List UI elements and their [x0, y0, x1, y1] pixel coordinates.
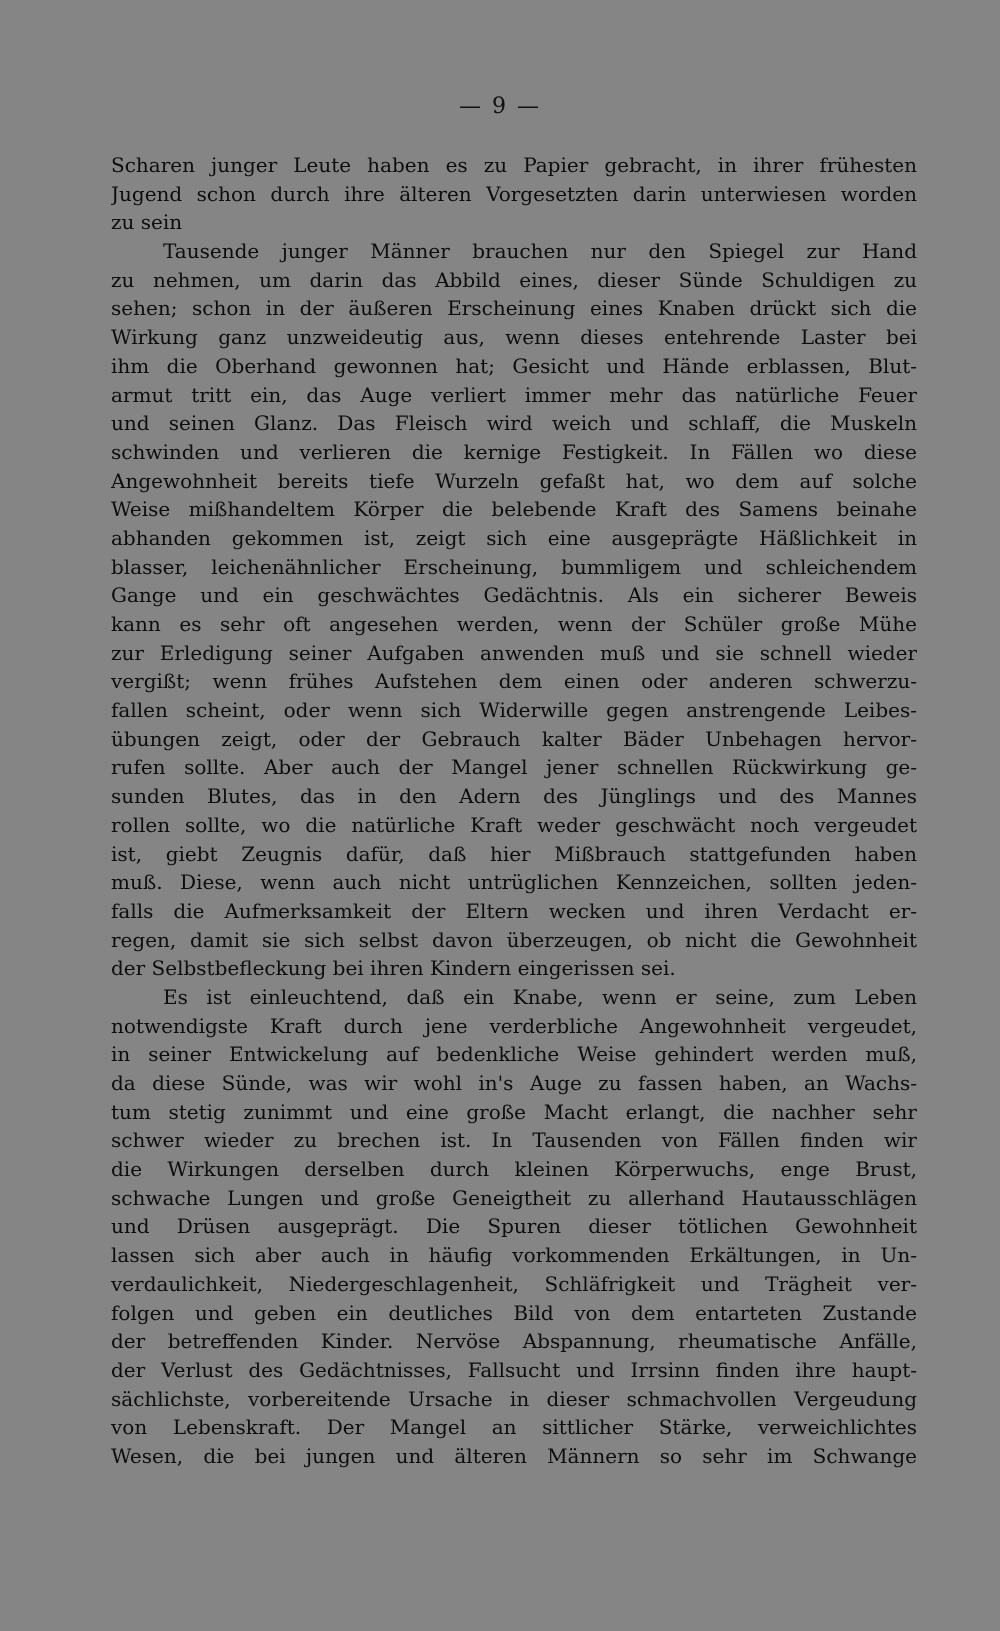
- text-line: kann es sehr oft angesehen werden, wenn der Schüler große Mühe: [111, 612, 917, 636]
- text-line: rollen sollte, wo die natürliche Kraft weder geschwächt noch vergeudet: [111, 812, 917, 837]
- text-line: notwendigste Kraft durch jene verderbliche Angewohnheit vergeudet,: [111, 1013, 917, 1038]
- text-line: abhanden gekommen ist, zeigt sich eine ausgeprägte Häßlichkeit in: [111, 525, 917, 550]
- text-line: von Lebenskraft. Der Mangel an sittlicher Stärke, verweichlichtes: [111, 1415, 917, 1440]
- text-line: und Drüsen ausgeprägt. Die Spuren dieser tötlichen Gewohnheit: [111, 1214, 917, 1239]
- text-line: Weise mißhandeltem Körper die belebende Kraft des Samens beinahe: [111, 497, 917, 522]
- text-line: der Selbstbefleckung bei ihren Kindern eingerissen sei.: [111, 956, 676, 981]
- text-line: folgen und geben ein deutliches Bild von dem entarteten Zustande: [111, 1300, 917, 1325]
- text-line: da diese Sünde, was wir wohl in's Auge zu fassen haben, an Wachs-: [111, 1071, 917, 1095]
- text-line: zu nehmen, um darin das Abbild eines, dieser Sünde Schuldigen zu: [111, 267, 917, 292]
- text-line: rufen sollte. Aber auch der Mangel jener schnellen Rückwirkung ge-: [111, 755, 917, 780]
- text-line: Wirkung ganz unzweideutig aus, wenn dieses entehrende Laster bei: [111, 325, 917, 350]
- text-line: Angewohnheit bereits tiefe Wurzeln gefaßt hat, wo dem auf solche: [111, 468, 917, 493]
- text-line: blasser, leichenähnlicher Erscheinung, bummligem und schleichendem: [111, 554, 917, 579]
- page-number: — 9 —: [459, 94, 541, 119]
- text-line: fallen scheint, oder wenn sich Widerwille gegen anstrengende Leibes-: [111, 698, 917, 723]
- text-line: schwache Lungen und große Geneigtheit zu allerhand Hautausschlägen: [111, 1185, 917, 1210]
- text-line: schwinden und verlieren die kernige Festigkeit. In Fällen wo diese: [111, 439, 917, 464]
- text-line: ist, giebt Zeugnis dafür, daß hier Mißbrauch stattgefunden haben: [111, 841, 917, 866]
- text-line: die Wirkungen derselben durch kleinen Körperwuchs, enge Brust,: [111, 1157, 917, 1182]
- text-line: armut tritt ein, das Auge verliert immer mehr das natürliche Feuer: [111, 382, 917, 407]
- text-line: vergißt; wenn frühes Aufstehen dem einen oder anderen schwerzu-: [111, 669, 917, 694]
- text-line: sehen; schon in der äußeren Erscheinung eines Knaben drückt sich die: [111, 296, 917, 321]
- text-line: übungen zeigt, oder der Gebrauch kalter Bäder Unbehagen hervor-: [111, 726, 917, 751]
- text-line: in seiner Entwickelung auf bedenkliche Weise gehindert werden muß,: [111, 1042, 917, 1067]
- text-line: falls die Aufmerksamkeit der Eltern wecken und ihren Verdacht er-: [111, 898, 917, 923]
- text-line: der betreffenden Kinder. Nervöse Abspannung, rheumatische Anfälle,: [111, 1329, 917, 1354]
- text-line: Scharen junger Leute haben es zu Papier gebracht, in ihrer frühesten: [111, 153, 917, 177]
- text-line: Wesen, die bei jungen und älteren Männern so sehr im Schwange: [111, 1443, 917, 1468]
- text-line: zur Erledigung seiner Aufgaben anwenden muß und sie schnell wieder: [111, 640, 917, 665]
- text-line: Jugend schon durch ihre älteren Vorgesetzten darin unterwiesen worden: [111, 181, 917, 206]
- body-text: [111, 151, 917, 1471]
- text-line: ihm die Oberhand gewonnen hat; Gesicht und Hände erblassen, Blut-: [111, 353, 917, 378]
- text-line: regen, damit sie sich selbst davon überzeugen, ob nicht die Gewohnheit: [111, 927, 917, 952]
- text-line: Gange und ein geschwächtes Gedächtnis. Als ein sicherer Beweis: [111, 583, 917, 608]
- text-line: zu sein: [111, 210, 183, 235]
- text-line: muß. Diese, wenn auch nicht untrüglichen Kennzeichen, sollten jeden-: [111, 870, 917, 895]
- text-line: Tausende junger Männer brauchen nur den Spiegel zur Hand: [163, 239, 917, 264]
- text-line: verdaulichkeit, Niedergeschlagenheit, Schläfrigkeit und Trägheit ver-: [111, 1271, 917, 1296]
- text-line: der Verlust des Gedächtnisses, Fallsucht und Irrsinn finden ihre haupt-: [111, 1357, 917, 1382]
- text-line: Es ist einleuchtend, daß ein Knabe, wenn er seine, zum Leben: [163, 984, 917, 1009]
- text-line: und seinen Glanz. Das Fleisch wird weich und schlaff, die Muskeln: [111, 411, 917, 436]
- text-line: sächlichste, vorbereitende Ursache in dieser schmachvollen Vergeudung: [111, 1386, 917, 1411]
- text-line: lassen sich aber auch in häufig vorkommenden Erkältungen, in Un-: [111, 1243, 917, 1268]
- text-line: sunden Blutes, das in den Adern des Jünglings und des Mannes: [111, 784, 917, 809]
- text-line: tum stetig zunimmt und eine große Macht erlangt, die nachher sehr: [111, 1099, 917, 1124]
- text-line: schwer wieder zu brechen ist. In Tausenden von Fällen finden wir: [111, 1128, 917, 1153]
